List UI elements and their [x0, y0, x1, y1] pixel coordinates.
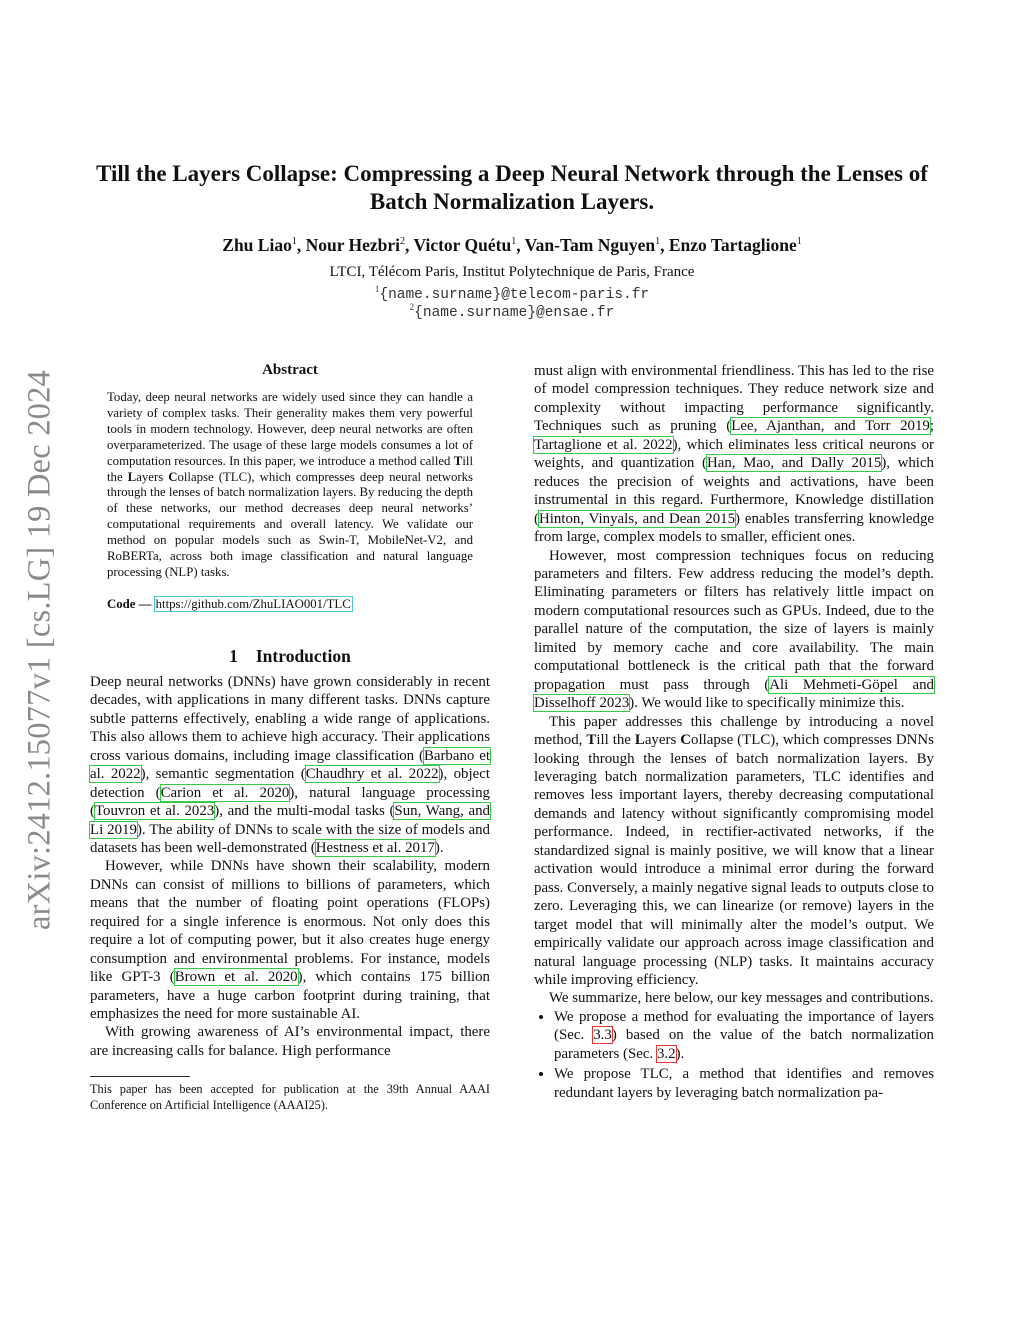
author-list: Zhu Liao$^1$, Nour Hezbri$^2$, Victor Quétu$^1$, Van-Tam Nguyen$^1$, Enzo Tartaglione$^1$ [222, 235, 802, 255]
author-name: Van-Tam Nguyen [524, 235, 656, 255]
author-affil-mark: 1 [796, 236, 802, 248]
list-item: • We propose TLC, a method that identifies and removes redundant layers by leveraging batch normalization pa- [554, 1065, 934, 1102]
email-text: {name.surname}@telecom-paris.fr [379, 286, 650, 303]
email-line [80, 284, 944, 303]
code-line [90, 597, 490, 612]
right-column [534, 362, 934, 1104]
author-affil-mark: 1 [291, 236, 297, 248]
citation-link[interactable]: Hestness et al. 2017 [315, 839, 435, 856]
abstract-text: Today, deep neural networks are widely used since they can handle a variety of complex tasks. Their generality makes them very powerful tools in modern technology. However, deep neural networks are often overparameterized. The usage of these large models consumes a lot of computation resources. In this paper, we introduce a method called Till the Layers Collapse (TLC), which compresses deep neural networks through the lenses of batch normalization layers. By reducing the depth of these networks, our method decreases deep neural networks’ computational requirements and overall latency. We validate our method on popular models such as Swin-T, MobileNet-V2, and RoBERTa, across both image classification and natural language processing (NLP) tasks. [107, 390, 473, 579]
citation-link[interactable]: Barbano et al. 2022 [90, 747, 490, 783]
citation-link[interactable]: Chaudhry et al. 2022 [305, 766, 439, 783]
abstract-heading: Abstract [262, 362, 318, 378]
author-name: Zhu Liao [222, 235, 292, 255]
section-ref-link[interactable]: 3.3 [593, 1027, 612, 1044]
citation-link[interactable]: Ali Mehmeti-Göpel and Disselhoff 2023 [534, 676, 934, 712]
list-item: • We propose a method for evaluating the importance of layers (Sec. 3.3) based on the value of the batch normalization parameters (Sec. 3.2). [554, 1008, 934, 1063]
citation-link[interactable]: Carion et al. 2020 [160, 784, 290, 801]
email-mark: 2 [409, 302, 415, 312]
code-link[interactable]: https://github.com/ZhuLIAO001/TLC [155, 596, 351, 611]
author-affil-mark: 1 [511, 236, 517, 248]
author-name: Enzo Tartaglione [668, 235, 797, 255]
email-text: {name.surname}@ensae.fr [414, 304, 615, 321]
intro-paragraph: However, while DNNs have shown their scalability, modern DNNs can consist of millions to billions of parameters, which means that the number of floating point operations (FLOPs) required for a single inference is enormous. Not only does this require a lot of computing power, but it also creates huge energy consumption and environmental problems. For instance, models like GPT-3 (Brown et al. 2020), which contains 175 billion parameters, have a huge carbon footprint during training, that emphasizes the need for more sustainable AI. [90, 858, 491, 1023]
citation-link[interactable]: Brown et al. 2020 [174, 969, 298, 986]
affiliation: LTCI, Télécom Paris, Institut Polytechnique de Paris, France [329, 264, 695, 280]
author-name: Victor Quétu [413, 235, 512, 255]
intro-paragraph: must align with environmental friendliness. This has led to the rise of model compression techniques. They reduce network size and complexity without impacting performance significantly. Techniques such as pruning (Lee, Ajanthan, and Torr 2019; Tartaglione et al. 2022), which eliminates less critical neurons or weights, and quantization (Han, Mao, and Dally 2015), which reduces the precision of weights and activations, have been instrumental in this regard. Furthermore, Knowledge distillation (Hinton, Vinyals, and Dean 2015) enables transferring knowledge from large, complex models to smaller, efficient ones. [534, 363, 935, 546]
intro-paragraph: However, most compression techniques focus on reducing parameters and filters. Few address reducing the model’s depth. Eliminating parameters or filters has relatively little impact on modern computational resources such as GPUs. Indeed, due to the parallel nature of the computation, the size of layers is mainly limited by memory cache and core availability. The main computational bottleneck is the critical path that the forward propagation must pass through (Ali Mehmeti-Göpel and Disselhoff 2023). We would like to specifically minimize this. [534, 547, 934, 712]
citation-link[interactable]: Tartaglione et al. 2022 [534, 436, 673, 453]
intro-paragraph: We summarize, here below, our key messages and contributions. [549, 990, 934, 1007]
citation-link[interactable]: Han, Mao, and Dally 2015 [706, 455, 882, 472]
footnote-rule [90, 1076, 190, 1077]
citation-link[interactable]: Lee, Ajanthan, and Torr 2019 [731, 418, 930, 435]
section-number: 1 [229, 645, 238, 666]
section-heading [90, 646, 490, 667]
intro-paragraph: Deep neural networks (DNNs) have grown considerably in recent decades, with applications in many different tasks. DNNs capture subtle patterns effectively, enabling a wide range of applications. This also allows them to achieve high accuracy. Their applications cross various domains, including image classification (Barbano et al. 2022), semantic segmentation (Chaudhry et al. 2022), object detection (Carion et al. 2020), natural language processing (Touvron et al. 2023), and the multi-modal tasks (Sun, Wang, and Li 2019). The ability of DNNs to scale with the size of models and datasets has been well-demonstrated (Hestness et al. 2017). [90, 673, 491, 856]
intro-paragraph: This paper addresses this challenge by introducing a novel method, Till the Layers Collapse (TLC), which compresses DNNs looking through the lenses of batch normalization layers. By leveraging batch normalization parameters, TLC identifies and removes less important layers, thereby decreasing computational demands and latency without significantly compromising model performance. Indeed, in rectifier-activated networks, if the standardized signal is mainly positive, we will know that a linear activation would introduce a minimal error during the forward pass. Conversely, a mainly negative signal leads to outputs close to zero. Leveraging this, we can linearize (or remove) layers in the target model that will minimally alter the model’s output. We empirically validate our approach across image classification and natural language processing (NLP) tasks. It maintains accuracy while improving efficiency. [534, 713, 934, 988]
intro-paragraph: With growing awareness of AI’s environmental impact, there are increasing calls for balance. High performance [90, 1024, 490, 1059]
citation-link[interactable]: Touvron et al. 2023 [94, 803, 215, 820]
arxiv-id-text: arXiv:2412.15077v1 [cs.LG] 19 Dec 2024 [21, 370, 58, 930]
citation-link[interactable]: Sun, Wang, and Li 2019 [90, 803, 491, 838]
author-affil-mark: 2 [400, 236, 406, 248]
email-mark: 1 [374, 284, 380, 294]
section-title: Introduction [255, 645, 351, 666]
footnote: This paper has been accepted for publication at the 39th Annual AAAI Conference on Artificial Intelligence (AAAI25). [90, 1082, 490, 1112]
code-label: Code — [107, 596, 152, 611]
contribution-list [534, 1008, 934, 1102]
author-name: Nour Hezbri [305, 235, 401, 255]
email-line [80, 302, 944, 321]
section-ref-link[interactable]: 3.2 [656, 1045, 676, 1062]
left-column [90, 362, 490, 1113]
citation-link[interactable]: Hinton, Vinyals, and Dean 2015 [538, 510, 736, 527]
arxiv-identifier [18, 340, 62, 960]
author-affil-mark: 1 [655, 236, 661, 248]
paper-title: Till the Layers Collapse: Compressing a Deep Neural Network through the Lenses of Batch Normalization Layers. [96, 161, 928, 214]
